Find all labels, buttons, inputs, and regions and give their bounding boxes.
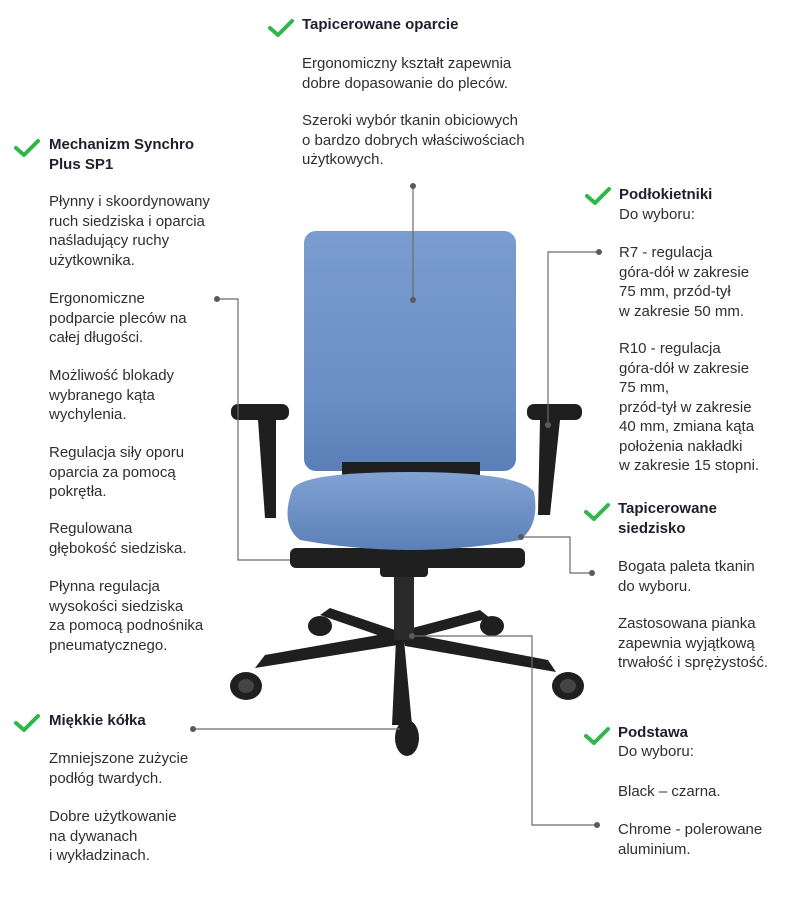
backrest-text-2: Szeroki wybór tkanin obiciowych o bardzo dobrych właściwościach użytkowych.: [302, 112, 525, 168]
backrest-text-1: Ergonomiczny kształt zapewnia dobre dopasowanie do pleców.: [302, 55, 512, 92]
armrests-text-2: R10 - regulacja góra-dół w zakresie 75 mm, przód-tył w zakresie 40 mm, zmiana kąta położenia nakładki w zakresie 15 stopni.: [619, 340, 760, 474]
backrest-title: Tapicerowane oparcie: [302, 16, 459, 33]
seat-text-1: Bogata paleta tkanin do wyboru.: [618, 558, 755, 595]
mechanism-text-6: Płynna regulacja wysokości siedziska za pomocą podnośnika pneumatycznego.: [49, 578, 204, 654]
check-icon: [585, 186, 611, 206]
wheels-text-1: Zmniejszone zużycie podłóg twardych.: [49, 750, 189, 787]
armrests-title: Podłokietniki: [619, 186, 713, 203]
check-icon: [14, 138, 40, 158]
mechanism-text-4: Regulacja siły oporu oparcia za pomocą pokrętła.: [49, 444, 185, 500]
mechanism-title: Mechanizm Synchro Plus SP1: [49, 136, 195, 173]
mechanism-text-1: Płynny i skoordynowany ruch siedziska i oparcia naśladujący ruchy użytkownika.: [49, 193, 210, 269]
base-text-1: Black – czarna.: [618, 783, 721, 800]
base-text-2: Chrome - polerowane aluminium.: [618, 821, 763, 858]
seat-mechanism: [290, 548, 525, 568]
wheels-text-2: Dobre użytkowanie na dywanach i wykładzinach.: [49, 808, 177, 864]
armrests-text-1: R7 - regulacja góra-dół w zakresie 75 mm, przód-tył w zakresie 50 mm.: [619, 244, 750, 320]
base-subtitle: Do wyboru:: [618, 743, 694, 760]
check-icon: [14, 713, 40, 733]
armrests-subtitle: Do wyboru:: [619, 206, 695, 223]
seat-title: Tapicerowane siedzisko: [618, 500, 717, 537]
check-icon: [268, 18, 294, 38]
backrest: [304, 231, 516, 471]
seat: [288, 472, 536, 550]
check-icon: [584, 726, 610, 746]
seat-text-2: Zastosowana pianka zapewnia wyjątkową trwałość i sprężystość.: [618, 615, 769, 671]
wheels-title: Miękkie kółka: [49, 712, 146, 729]
base-title: Podstawa: [618, 724, 689, 741]
mechanism-text-5: Regulowana głębokość siedziska.: [49, 520, 187, 557]
mechanism-text-3: Możliwość blokady wybranego kąta wychylenia.: [49, 367, 175, 423]
check-icon: [584, 502, 610, 522]
mechanism-text-2: Ergonomiczne podparcie pleców na całej długości.: [49, 290, 187, 346]
